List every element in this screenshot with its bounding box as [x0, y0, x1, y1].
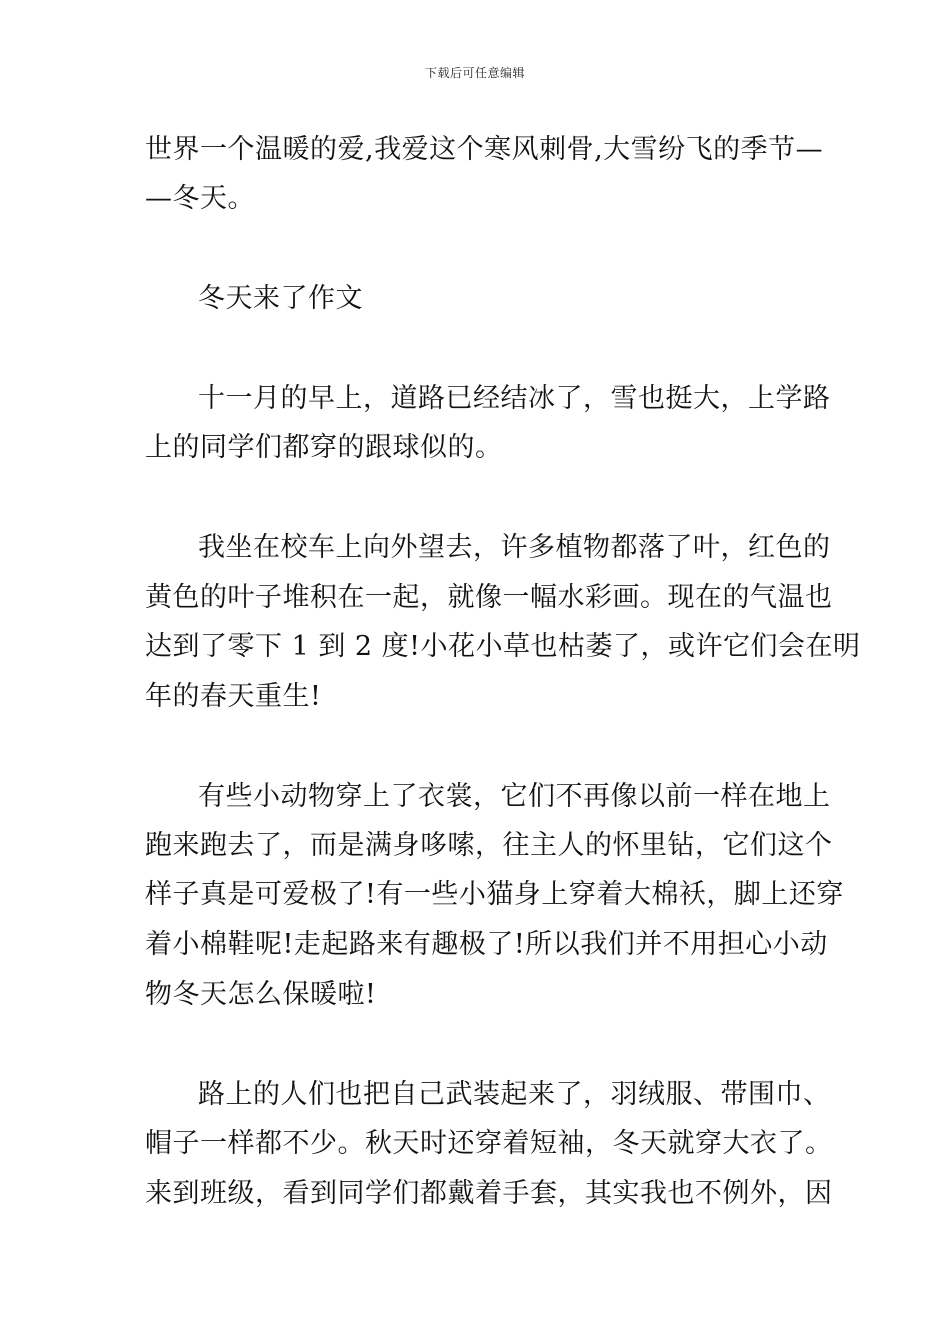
body-line: 路上的人们也把自己武装起来了，羽绒服、带围巾、: [198, 1079, 831, 1110]
body-line: 物冬天怎么保暖啦!: [145, 979, 377, 1010]
body-line: 黄色的叶子堆积在一起，就像一幅水彩画。现在的气温也: [145, 582, 833, 613]
body-line: 着小棉鞋呢!走起路来有趣极了!所以我们并不用担心小动: [145, 929, 828, 960]
body-line: 样子真是可爱极了!有一些小猫身上穿着大棉袄，脚上还穿: [145, 879, 844, 910]
body-line: 有些小动物穿上了衣裳，它们不再像以前一样在地上: [198, 781, 831, 812]
essay-title: 冬天来了作文: [198, 283, 363, 314]
body-line: 跑来跑去了，而是满身哆嗦，往主人的怀里钻，它们这个: [145, 830, 833, 861]
body-line: 年的春天重生!: [145, 681, 322, 712]
body-line: 帽子一样都不少。秋天时还穿着短袖，冬天就穿大衣了。: [145, 1128, 833, 1159]
body-line: 来到班级，看到同学们都戴着手套，其实我也不例外，因: [145, 1178, 833, 1209]
body-line: 我坐在校车上向外望去，许多植物都落了叶，红色的: [198, 532, 831, 563]
body-line: 上的同学们都穿的跟球似的。: [145, 432, 503, 463]
body-line: 十一月的早上，道路已经结冰了，雪也挺大，上学路: [198, 383, 831, 414]
body-line: 达到了零下 1 到 2 度!小花小草也枯萎了，或许它们会在明: [145, 631, 861, 662]
body-line: —冬天。: [145, 183, 255, 214]
body-line: 世界一个温暖的爱,我爱这个寒风刺骨,大雪纷飞的季节—: [145, 134, 824, 165]
page-header: 下载后可任意编辑: [424, 66, 525, 80]
